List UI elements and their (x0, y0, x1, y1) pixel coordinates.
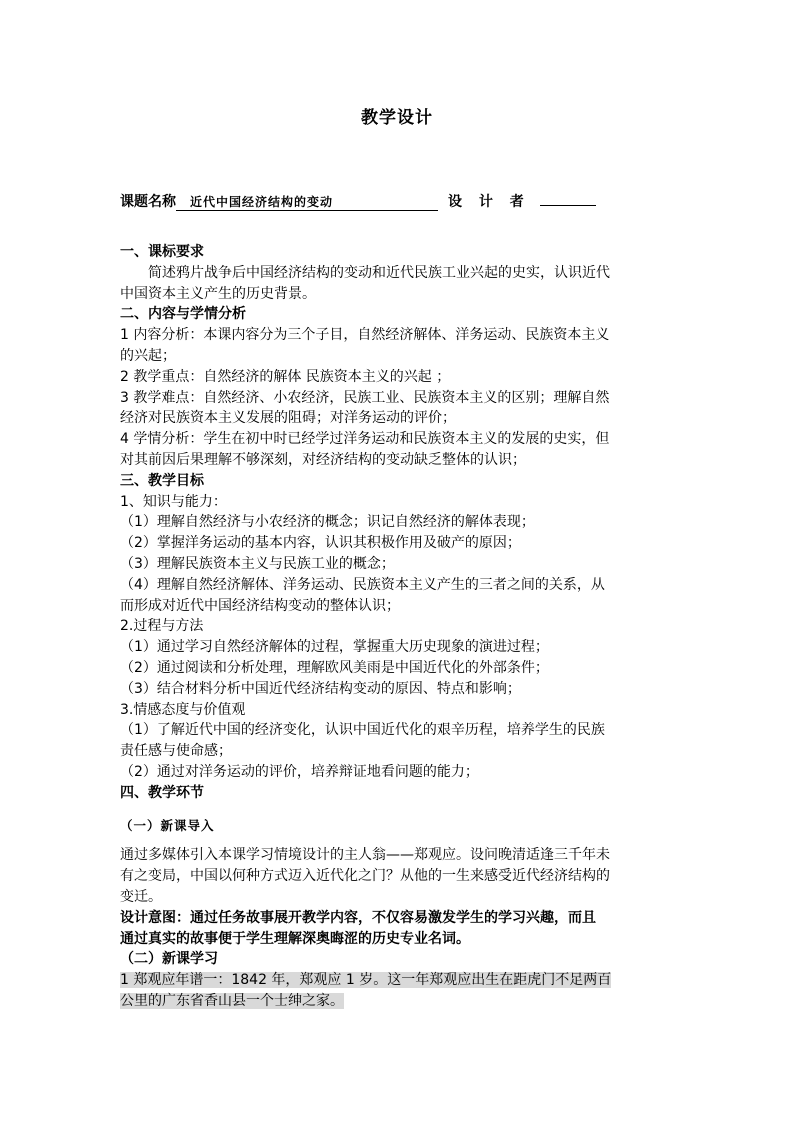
list-item: （1）通过学习自然经济解体的过程，掌握重大历史现象的演进过程； (120, 639, 549, 656)
paragraph-line: 3 教学难点：自然经济、小农经济，民族工业、民族资本主义的区别；理解自然 (120, 389, 610, 406)
list-item: （1）了解近代中国的经济变化，认识中国近代化的艰辛历程，培养学生的民族 (120, 722, 605, 739)
list-item: （1）理解自然经济与小农经济的概念；识记自然经济的解体表现； (120, 514, 535, 531)
spacer (120, 804, 675, 816)
paragraph-line: 经济对民族资本主义发展的阻碍；对洋务运动的评价； (120, 410, 456, 427)
paragraph-line: 对其前因后果理解不够深刻，对经济结构的变动缺乏整体的认识； (120, 451, 526, 468)
list-item: （3）结合材料分析中国近代经济结构变动的原因、特点和影响； (120, 680, 521, 697)
highlighted-line: 1 郑观应年谱一：1842 年，郑观应 1 岁。这一年郑观应出生在距虎门不足两百 (120, 972, 612, 989)
section-heading: 三、教学目标 (120, 472, 204, 489)
list-item: （4）理解自然经济解体、洋务运动、民族资本主义产生的三者之间的关系，从 (120, 576, 605, 593)
list-item: （3）理解民族资本主义与民族工业的概念； (120, 555, 395, 572)
subheading: 2.过程与方法 (120, 618, 204, 635)
paragraph-line: 2 教学重点：自然经济的解体 民族资本主义的兴起 ； (120, 368, 451, 385)
subheading: 3.情感态度与价值观 (120, 701, 246, 718)
list-item: 而形成对近代中国经济结构变动的整体认识； (120, 597, 400, 614)
topic-line (120, 191, 596, 211)
subsection-heading: （一）新课导入 (120, 817, 215, 833)
paragraph-line: 中国资本主义产生的历史背景。 (120, 285, 316, 302)
topic-value: 近代中国经济结构的变动 (176, 195, 438, 211)
subsection-heading: （二）新课学习 (120, 951, 218, 968)
paragraph-line: 通过多媒体引入本课学习情境设计的主人翁——郑观应。设问晚清适逢三千年未 (120, 847, 610, 864)
paragraph-line: 1 内容分析：本课内容分为三个子目，自然经济解体、洋务运动、民族资本主义 (120, 327, 610, 344)
paragraph-line: 简述鸦片战争后中国经济结构的变动和近代民族工业兴起的史实，认识近代 (148, 264, 610, 281)
section-heading: 四、教学环节 (120, 784, 204, 801)
list-item: （2）掌握洋务运动的基本内容，认识其积极作用及破产的原因； (120, 535, 521, 552)
list-item: 责任感与使命感； (120, 743, 232, 760)
paragraph-line: 变迁。 (120, 888, 162, 905)
subheading: 1、知识与能力： (120, 493, 227, 510)
list-item: （2）通过对洋务运动的评价，培养辩证地看问题的能力； (120, 763, 479, 780)
document-body (120, 242, 675, 1012)
design-intent-line: 通过真实的故事便于学生理解深奥晦涩的历史专业名词。 (120, 930, 470, 947)
section-heading: 一、课标要求 (120, 244, 204, 260)
designer-blank (540, 193, 596, 206)
paragraph-line: 的兴起； (120, 347, 176, 364)
highlighted-line: 公里的广东省香山县一个士绅之家。 (120, 992, 344, 1009)
list-item: （2）通过阅读和分析处理，理解欧风美雨是中国近代化的外部条件； (120, 659, 549, 676)
paragraph-line: 有之变局，中国以何种方式迈入近代化之门？从他的一生来感受近代经济结构的 (120, 868, 610, 885)
section-heading: 二、内容与学情分析 (120, 306, 246, 323)
designer-label: 设 计 者 (448, 194, 530, 210)
topic-label: 课题名称 (120, 194, 176, 210)
paragraph-line: 4 学情分析：学生在初中时已经学过洋务运动和民族资本主义的发展的史实，但 (120, 431, 610, 448)
design-intent-line: 设计意图：通过任务故事展开教学内容，不仅容易激发学生的学习兴趣，而且 (120, 909, 596, 926)
spacer (120, 836, 675, 845)
page-title: 教学设计 (361, 108, 433, 128)
